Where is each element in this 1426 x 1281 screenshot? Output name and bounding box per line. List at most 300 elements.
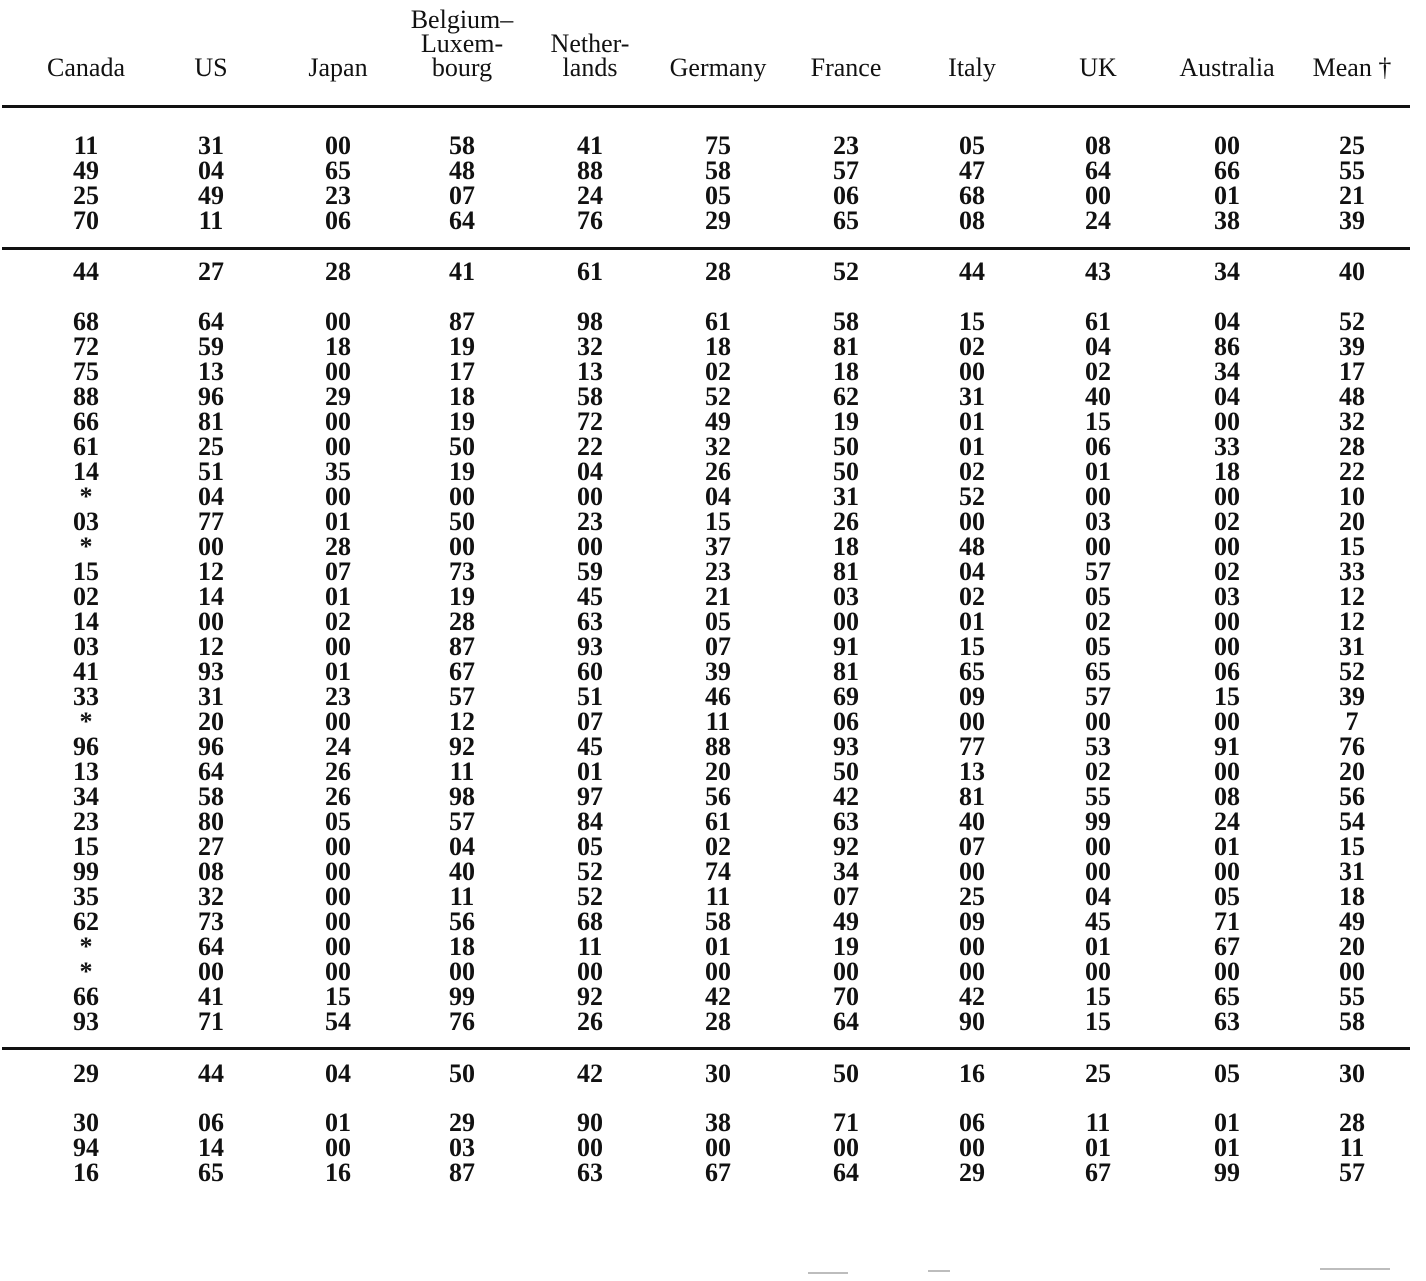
table-cell: 01 xyxy=(1214,181,1240,210)
table-cell: 18 xyxy=(1339,882,1365,911)
table-cell: 54 xyxy=(325,1007,351,1036)
table-cell: 05 xyxy=(705,181,731,210)
column-header xyxy=(1312,53,1392,82)
table-cell: 54 xyxy=(1339,807,1365,836)
table-cell: 25 xyxy=(198,432,224,461)
column-header-line: Canada xyxy=(47,53,125,82)
table-cell: 52 xyxy=(705,382,731,411)
table-column xyxy=(325,133,351,233)
table-cell: 19 xyxy=(833,407,859,436)
table-cell: 04 xyxy=(1214,382,1240,411)
table-cell: 04 xyxy=(198,482,224,511)
table-cell: 71 xyxy=(1214,907,1240,936)
table-cell: 72 xyxy=(577,407,603,436)
table-cell: 64 xyxy=(198,307,224,336)
table-cell: 22 xyxy=(577,432,603,461)
column-header xyxy=(194,53,228,82)
table-cell: 93 xyxy=(833,732,859,761)
table-cell: 44 xyxy=(198,1059,224,1088)
table-cell: 65 xyxy=(325,156,351,185)
table-cell: 23 xyxy=(325,682,351,711)
table-cell: 48 xyxy=(1339,382,1365,411)
table-cell: 00 xyxy=(1214,857,1240,886)
table-column xyxy=(1214,259,1240,284)
table-cell: 08 xyxy=(198,857,224,886)
column-header-line: lands xyxy=(562,53,618,82)
table-cell: 11 xyxy=(705,882,731,911)
table-cell: 31 xyxy=(833,482,859,511)
table-cell: 81 xyxy=(833,657,859,686)
table-column xyxy=(1339,1061,1365,1086)
table-cell: 91 xyxy=(1214,732,1240,761)
table-cell: 58 xyxy=(449,131,475,160)
column-header-line: Nether- xyxy=(550,29,630,58)
table-cell: 65 xyxy=(198,1158,224,1187)
table-cell: 00 xyxy=(325,707,351,736)
table-cell: 63 xyxy=(577,607,603,636)
table-cell: 15 xyxy=(1339,532,1365,561)
table-column xyxy=(73,133,99,233)
table-cell: 42 xyxy=(705,982,731,1011)
table-cell: 64 xyxy=(833,1158,859,1187)
table-cell: 62 xyxy=(833,382,859,411)
table-cell: 01 xyxy=(1085,1133,1111,1162)
table-cell: 00 xyxy=(577,957,603,986)
table-column xyxy=(1085,259,1111,284)
table-cell: 49 xyxy=(198,181,224,210)
table-cell: 00 xyxy=(833,957,859,986)
table-cell: 28 xyxy=(325,257,351,286)
table-cell: 56 xyxy=(705,782,731,811)
table-column xyxy=(73,1061,99,1086)
table-cell: 29 xyxy=(705,206,731,235)
table-column xyxy=(1339,133,1365,233)
table-cell: 71 xyxy=(198,1007,224,1036)
table-cell: 20 xyxy=(705,757,731,786)
table-cell: 28 xyxy=(1339,432,1365,461)
table-cell: 80 xyxy=(198,807,224,836)
table-cell: 92 xyxy=(449,732,475,761)
table-cell: 88 xyxy=(577,156,603,185)
table-cell: 70 xyxy=(73,206,99,235)
table-cell: 04 xyxy=(577,457,603,486)
table-cell: 51 xyxy=(198,457,224,486)
table-column xyxy=(577,133,603,233)
table-cell: 05 xyxy=(577,832,603,861)
table-cell: 65 xyxy=(833,206,859,235)
table-cell: 41 xyxy=(449,257,475,286)
table-column xyxy=(1214,1061,1240,1086)
table-column xyxy=(1339,309,1365,1034)
table-cell: 76 xyxy=(1339,732,1365,761)
table-column xyxy=(1214,133,1240,233)
table-cell: 09 xyxy=(959,907,985,936)
table-cell: 13 xyxy=(73,757,99,786)
table-cell: 59 xyxy=(577,557,603,586)
column-header xyxy=(1179,53,1275,82)
table-column xyxy=(73,309,99,1034)
page-speck xyxy=(1320,1268,1390,1270)
table-cell: 61 xyxy=(577,257,603,286)
table-cell: 30 xyxy=(1339,1059,1365,1088)
table-cell: 05 xyxy=(705,607,731,636)
table-cell: 00 xyxy=(325,857,351,886)
table-cell: 56 xyxy=(449,907,475,936)
column-header-line: Australia xyxy=(1179,53,1275,82)
table-cell: 50 xyxy=(833,1059,859,1088)
table-cell: 24 xyxy=(325,732,351,761)
table-cell: 02 xyxy=(1085,607,1111,636)
table-cell: 00 xyxy=(1085,857,1111,886)
table-cell: 45 xyxy=(577,732,603,761)
table-cell: 20 xyxy=(1339,932,1365,961)
table-column xyxy=(705,133,731,233)
table-cell: 00 xyxy=(1214,757,1240,786)
table-cell: 07 xyxy=(325,557,351,586)
table-cell: 52 xyxy=(1339,657,1365,686)
table-cell: 02 xyxy=(705,357,731,386)
table-cell: 75 xyxy=(705,131,731,160)
table-cell: 28 xyxy=(705,1007,731,1036)
table-cell: 50 xyxy=(833,757,859,786)
table-cell: 00 xyxy=(325,357,351,386)
table-cell: 31 xyxy=(198,682,224,711)
table-cell: 50 xyxy=(449,507,475,536)
table-cell: 01 xyxy=(1214,832,1240,861)
table-cell: 93 xyxy=(577,632,603,661)
table-cell: 67 xyxy=(705,1158,731,1187)
table-cell: 49 xyxy=(705,407,731,436)
table-cell: 98 xyxy=(577,307,603,336)
table-column xyxy=(833,1061,859,1086)
table-cell: 11 xyxy=(1085,1108,1111,1137)
table-cell: 44 xyxy=(73,257,99,286)
table-cell: 01 xyxy=(325,657,351,686)
table-cell: 24 xyxy=(577,181,603,210)
table-cell: 32 xyxy=(705,432,731,461)
table-cell: 91 xyxy=(833,632,859,661)
table-column xyxy=(833,309,859,1034)
summary-rule-1 xyxy=(2,247,1410,250)
table-cell: 34 xyxy=(833,857,859,886)
table-cell: 96 xyxy=(198,732,224,761)
table-cell: 06 xyxy=(1085,432,1111,461)
table-cell: 66 xyxy=(73,982,99,1011)
table-cell: 51 xyxy=(577,682,603,711)
table-column xyxy=(1339,259,1365,284)
table-cell: 05 xyxy=(1214,1059,1240,1088)
table-cell: * xyxy=(79,482,93,511)
table-cell: 13 xyxy=(959,757,985,786)
table-cell: 00 xyxy=(833,607,859,636)
table-cell: 00 xyxy=(959,857,985,886)
table-cell: 61 xyxy=(1085,307,1111,336)
table-cell: 07 xyxy=(833,882,859,911)
table-cell: 34 xyxy=(73,782,99,811)
column-header-line: Italy xyxy=(948,53,996,82)
table-cell: 02 xyxy=(705,832,731,861)
table-column xyxy=(577,1110,603,1185)
table-cell: 65 xyxy=(1085,657,1111,686)
table-cell: 15 xyxy=(1085,1007,1111,1036)
table-cell: 14 xyxy=(73,457,99,486)
table-cell: 11 xyxy=(73,131,99,160)
table-cell: 25 xyxy=(1085,1059,1111,1088)
table-cell: 00 xyxy=(959,507,985,536)
table-cell: 81 xyxy=(833,557,859,586)
table-cell: 88 xyxy=(705,732,731,761)
table-cell: 52 xyxy=(1339,307,1365,336)
table-cell: 99 xyxy=(1085,807,1111,836)
table-cell: 00 xyxy=(1214,407,1240,436)
table-column xyxy=(1085,1061,1111,1086)
table-cell: 16 xyxy=(73,1158,99,1187)
table-cell: 97 xyxy=(577,782,603,811)
table-column xyxy=(1339,1110,1365,1185)
table-cell: 50 xyxy=(449,1059,475,1088)
table-cell: 24 xyxy=(1085,206,1111,235)
table-cell: 58 xyxy=(1339,1007,1365,1036)
table-cell: 26 xyxy=(577,1007,603,1036)
table-cell: 65 xyxy=(959,657,985,686)
table-cell: 18 xyxy=(1214,457,1240,486)
table-cell: 57 xyxy=(449,807,475,836)
table-cell: 76 xyxy=(449,1007,475,1036)
table-cell: 03 xyxy=(833,582,859,611)
table-cell: 00 xyxy=(1214,607,1240,636)
table-cell: 38 xyxy=(1214,206,1240,235)
table-cell: 28 xyxy=(705,257,731,286)
table-cell: 00 xyxy=(1214,707,1240,736)
table-cell: 11 xyxy=(198,206,224,235)
table-cell: 03 xyxy=(73,507,99,536)
table-column xyxy=(1214,309,1240,1034)
table-column xyxy=(73,1110,99,1185)
table-cell: 07 xyxy=(577,707,603,736)
table-cell: 49 xyxy=(1339,907,1365,936)
table-column xyxy=(1085,1110,1111,1185)
summary-rule-2 xyxy=(2,1047,1410,1050)
table-cell: 18 xyxy=(325,332,351,361)
column-header-line: Mean † xyxy=(1312,53,1392,82)
table-cell: 32 xyxy=(577,332,603,361)
table-cell: 01 xyxy=(959,407,985,436)
table-cell: 20 xyxy=(198,707,224,736)
table-cell: 18 xyxy=(449,932,475,961)
table-cell: 28 xyxy=(1339,1108,1365,1137)
table-cell: 01 xyxy=(577,757,603,786)
table-cell: 29 xyxy=(73,1059,99,1088)
table-cell: 00 xyxy=(449,957,475,986)
table-cell: 19 xyxy=(449,407,475,436)
table-cell: 01 xyxy=(1214,1133,1240,1162)
table-cell: 00 xyxy=(198,957,224,986)
table-cell: 58 xyxy=(705,156,731,185)
table-cell: 00 xyxy=(1214,632,1240,661)
table-cell: 02 xyxy=(1085,357,1111,386)
table-cell: 99 xyxy=(1214,1158,1240,1187)
table-cell: 68 xyxy=(577,907,603,936)
table-cell: 41 xyxy=(73,657,99,686)
table-cell: 06 xyxy=(833,181,859,210)
table-cell: 18 xyxy=(705,332,731,361)
table-cell: 33 xyxy=(1339,557,1365,586)
table-cell: 19 xyxy=(449,582,475,611)
table-cell: 00 xyxy=(577,482,603,511)
table-cell: 31 xyxy=(1339,632,1365,661)
table-cell: 52 xyxy=(577,857,603,886)
table-cell: 74 xyxy=(705,857,731,886)
table-cell: 00 xyxy=(959,957,985,986)
table-column xyxy=(1085,133,1111,233)
table-cell: 01 xyxy=(959,607,985,636)
column-header xyxy=(948,53,996,82)
table-cell: 00 xyxy=(705,957,731,986)
table-cell: 45 xyxy=(1085,907,1111,936)
table-cell: 72 xyxy=(73,332,99,361)
table-cell: 00 xyxy=(1085,957,1111,986)
table-cell: 21 xyxy=(1339,181,1365,210)
table-cell: 15 xyxy=(325,982,351,1011)
table-cell: 23 xyxy=(577,507,603,536)
table-cell: 11 xyxy=(705,707,731,736)
table-cell: 73 xyxy=(198,907,224,936)
table-cell: 94 xyxy=(73,1133,99,1162)
table-cell: 05 xyxy=(1085,632,1111,661)
table-cell: 00 xyxy=(1085,482,1111,511)
table-cell: 00 xyxy=(705,1133,731,1162)
column-header-line: Germany xyxy=(669,53,767,82)
table-column xyxy=(449,1110,475,1185)
table-cell: 28 xyxy=(449,607,475,636)
table-column xyxy=(705,259,731,284)
table-cell: 21 xyxy=(705,582,731,611)
table-cell: 00 xyxy=(198,607,224,636)
table-cell: 08 xyxy=(1085,131,1111,160)
table-cell: 47 xyxy=(959,156,985,185)
table-cell: 90 xyxy=(577,1108,603,1137)
header-rule xyxy=(2,105,1410,108)
table-cell: 06 xyxy=(833,707,859,736)
table-cell: 57 xyxy=(833,156,859,185)
table-cell: 40 xyxy=(449,857,475,886)
table-cell: 00 xyxy=(1214,131,1240,160)
table-cell: 52 xyxy=(577,882,603,911)
column-header-line: US xyxy=(194,53,228,82)
table-cell: 61 xyxy=(705,307,731,336)
table-cell: 41 xyxy=(198,982,224,1011)
table-cell: 12 xyxy=(1339,607,1365,636)
table-cell: 06 xyxy=(1214,657,1240,686)
table-cell: 29 xyxy=(325,382,351,411)
table-cell: 02 xyxy=(73,582,99,611)
table-cell: 38 xyxy=(705,1108,731,1137)
table-cell: 09 xyxy=(959,682,985,711)
table-cell: 00 xyxy=(1085,532,1111,561)
table-cell: 84 xyxy=(577,807,603,836)
table-cell: 01 xyxy=(325,582,351,611)
table-cell: 99 xyxy=(73,857,99,886)
table-cell: 29 xyxy=(959,1158,985,1187)
table-cell: 00 xyxy=(959,1133,985,1162)
table-cell: 03 xyxy=(1085,507,1111,536)
table-cell: 76 xyxy=(577,206,603,235)
table-cell: 04 xyxy=(1214,307,1240,336)
table-cell: 03 xyxy=(449,1133,475,1162)
table-cell: 27 xyxy=(198,832,224,861)
table-column xyxy=(1085,309,1111,1034)
table-cell: 00 xyxy=(325,307,351,336)
table-cell: 18 xyxy=(833,532,859,561)
table-cell: 63 xyxy=(1214,1007,1240,1036)
table-cell: 27 xyxy=(198,257,224,286)
table-cell: 64 xyxy=(833,1007,859,1036)
table-cell: 98 xyxy=(449,782,475,811)
table-cell: 96 xyxy=(73,732,99,761)
column-header xyxy=(669,53,767,82)
table-cell: 16 xyxy=(325,1158,351,1187)
table-cell: 64 xyxy=(449,206,475,235)
table-cell: 57 xyxy=(1085,682,1111,711)
table-cell: 00 xyxy=(1214,532,1240,561)
table-cell: 39 xyxy=(705,657,731,686)
table-cell: 04 xyxy=(959,557,985,586)
table-cell: 58 xyxy=(198,782,224,811)
table-cell: 31 xyxy=(1339,857,1365,886)
table-cell: 02 xyxy=(325,607,351,636)
table-cell: * xyxy=(79,707,93,736)
table-cell: 02 xyxy=(1214,507,1240,536)
table-cell: 25 xyxy=(959,882,985,911)
table-column xyxy=(73,259,99,284)
table-cell: 13 xyxy=(577,357,603,386)
table-column xyxy=(577,309,603,1034)
table-cell: 66 xyxy=(73,407,99,436)
table-cell: 93 xyxy=(198,657,224,686)
table-cell: 07 xyxy=(959,832,985,861)
table-cell: 86 xyxy=(1214,332,1240,361)
table-column xyxy=(449,133,475,233)
table-cell: 00 xyxy=(325,131,351,160)
table-column xyxy=(833,133,859,233)
table-cell: 26 xyxy=(325,757,351,786)
table-cell: 08 xyxy=(959,206,985,235)
table-cell: 00 xyxy=(577,1133,603,1162)
table-cell: 39 xyxy=(1339,206,1365,235)
table-column xyxy=(325,259,351,284)
table-cell: 14 xyxy=(198,582,224,611)
table-cell: 81 xyxy=(833,332,859,361)
table-cell: 00 xyxy=(449,532,475,561)
table-cell: 37 xyxy=(705,532,731,561)
table-cell: 48 xyxy=(449,156,475,185)
table-cell: 40 xyxy=(1339,257,1365,286)
table-cell: 00 xyxy=(1214,482,1240,511)
table-cell: 00 xyxy=(1339,957,1365,986)
table-cell: 02 xyxy=(959,582,985,611)
table-cell: 15 xyxy=(705,507,731,536)
table-cell: 02 xyxy=(959,457,985,486)
table-cell: 00 xyxy=(959,932,985,961)
table-column xyxy=(959,259,985,284)
table-cell: 58 xyxy=(705,907,731,936)
table-cell: 12 xyxy=(1339,582,1365,611)
table-column xyxy=(198,1061,224,1086)
table-cell: 13 xyxy=(198,357,224,386)
table-header xyxy=(0,0,1426,108)
column-header-line: UK xyxy=(1079,53,1117,82)
table-cell: 12 xyxy=(198,557,224,586)
